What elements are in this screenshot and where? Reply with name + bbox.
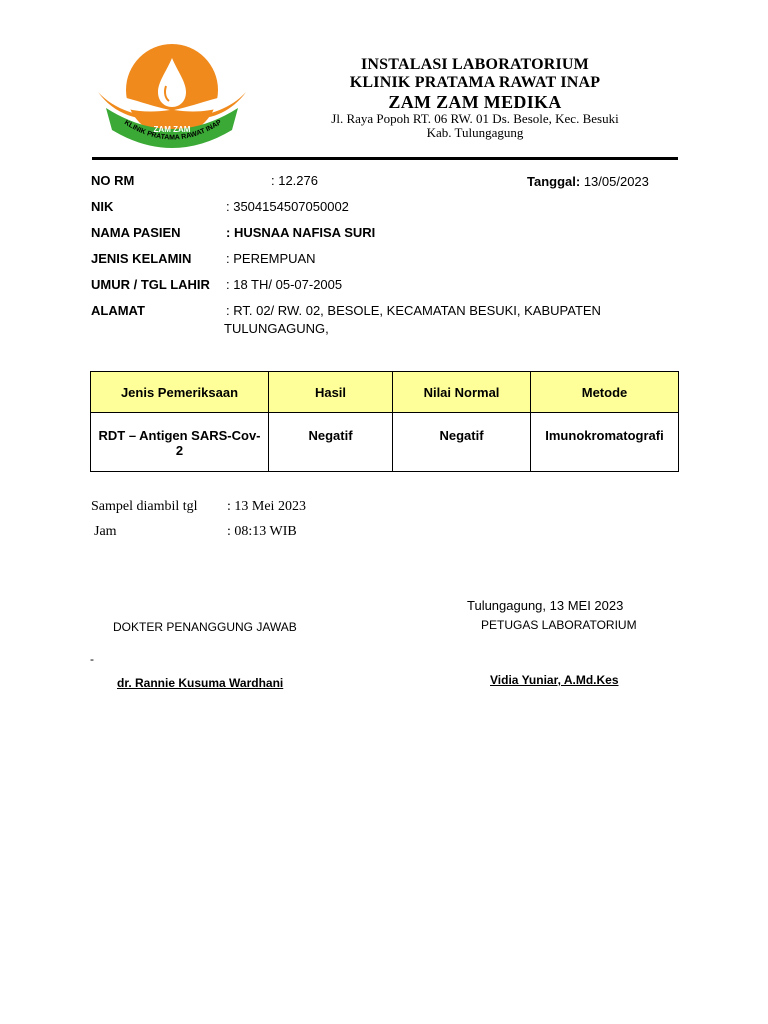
doctor-title: DOKTER PENANGGUNG JAWAB (113, 620, 297, 634)
table-row (91, 413, 679, 472)
header-divider (92, 157, 678, 160)
address-label: ALAMAT (91, 303, 145, 318)
sample-taken-value: : 13 Mei 2023 (227, 499, 306, 514)
no-rm-value: : 12.276 (271, 173, 318, 188)
col-header-result: Hasil (269, 372, 393, 413)
gender-value: : PEREMPUAN (226, 251, 316, 266)
sample-time-value: : 08:13 WIB (227, 524, 297, 539)
date-label: Tanggal: (527, 174, 581, 189)
dash-mark: - (90, 652, 94, 666)
age-label: UMUR / TGL LAHIR (91, 277, 210, 292)
patient-name-value: : HUSNAA NAFISA SURI (226, 225, 376, 240)
age-value: : 18 TH/ 05-07-2005 (226, 277, 343, 292)
cell-normal: Negatif (393, 413, 531, 472)
sample-taken-label: Sampel diambil tgl (91, 499, 198, 514)
logo-text-top: ZAM ZAM (153, 125, 191, 134)
col-header-method: Metode (531, 372, 679, 413)
results-table (90, 371, 679, 472)
place-date: Tulungagung, 13 MEI 2023 (467, 598, 624, 613)
clinic-logo (92, 38, 252, 158)
cell-result: Negatif (269, 413, 393, 472)
nik-label: NIK (91, 199, 114, 214)
report-date (527, 174, 649, 189)
lab-officer-title: PETUGAS LABORATORIUM (481, 618, 637, 632)
gender-label: JENIS KELAMIN (91, 251, 192, 266)
cell-exam: RDT – Antigen SARS-Cov-2 (91, 413, 269, 472)
nik-value: : 3504154507050002 (226, 199, 349, 214)
header-address-1: Jl. Raya Popoh RT. 06 RW. 01 Ds. Besole, Kec. Besuki (331, 111, 619, 126)
doctor-name: dr. Rannie Kusuma Wardhani (117, 676, 284, 690)
cell-method: Imunokromatografi (531, 413, 679, 472)
header-address-2: Kab. Tulungagung (426, 125, 524, 140)
address-value-line2: TULUNGAGUNG, (224, 321, 329, 336)
no-rm-label: NO RM (91, 173, 135, 188)
patient-name-label: NAMA PASIEN (91, 225, 181, 240)
date-value: 13/05/2023 (580, 174, 649, 189)
header-line-3: ZAM ZAM MEDIKA (388, 92, 562, 112)
header-line-1: INSTALASI LABORATORIUM (360, 56, 589, 73)
sample-time-label: Jam (94, 524, 117, 539)
header-line-2: KLINIK PRATAMA RAWAT INAP (349, 74, 601, 91)
lab-officer-name: Vidia Yuniar, A.Md.Kes (490, 673, 619, 687)
table-header-row (91, 372, 679, 413)
address-value-line1: : RT. 02/ RW. 02, BESOLE, KECAMATAN BESUKI, KABUPATEN (226, 303, 601, 318)
logo-text-arc: KLINIK PRATAMA RAWAT INAP (122, 119, 223, 142)
col-header-normal: Nilai Normal (393, 372, 531, 413)
col-header-exam: Jenis Pemeriksaan (91, 372, 269, 413)
